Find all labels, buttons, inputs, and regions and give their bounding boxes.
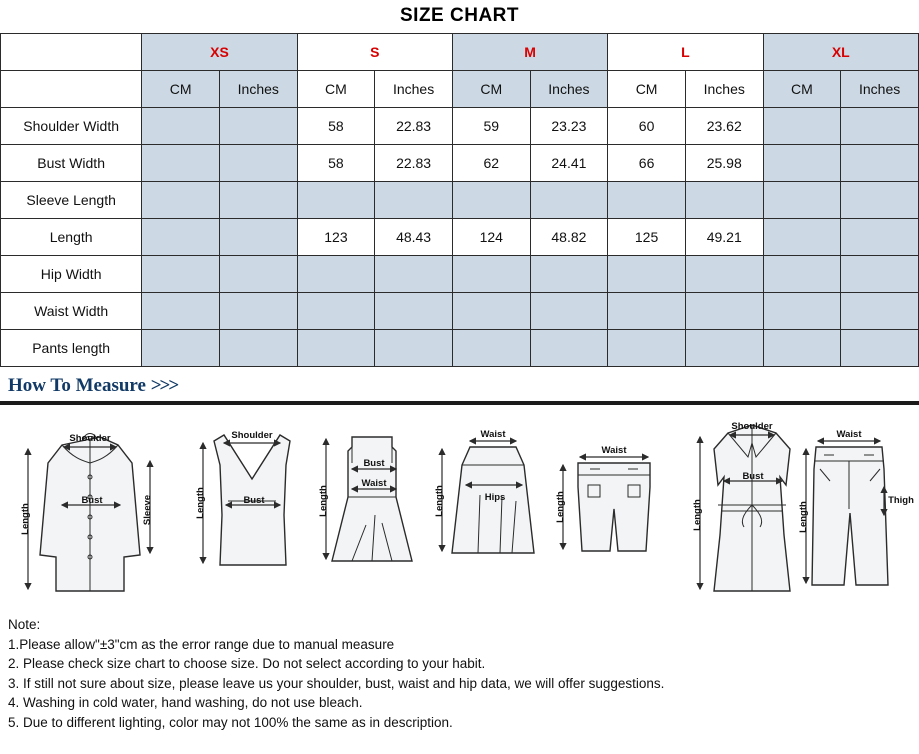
- table-row: [1, 182, 919, 219]
- label-shoulder: Shoulder: [231, 430, 273, 441]
- how-to-measure-heading: [0, 373, 919, 401]
- how-to-measure-text: How To Measure: [8, 375, 146, 396]
- label-length: Length: [195, 487, 206, 519]
- figures-svg: [0, 405, 919, 609]
- cell-xl-cm: [763, 219, 841, 256]
- cell-s-cm: 123: [297, 219, 375, 256]
- cell-s-in: [375, 330, 453, 367]
- header-corner: [1, 34, 142, 71]
- cell-xl-in: [841, 145, 919, 182]
- cell-l-cm: 66: [608, 145, 686, 182]
- cell-l-cm: [608, 293, 686, 330]
- cell-s-cm: 58: [297, 145, 375, 182]
- cell-xl-cm: [763, 108, 841, 145]
- cell-l-cm: [608, 330, 686, 367]
- table-row: [1, 145, 919, 182]
- note-line-5: 5. Due to different lighting, color may not 100% the same as in description.: [8, 714, 453, 730]
- label-length: Length: [318, 485, 329, 517]
- cell-l-in: [685, 330, 763, 367]
- figure-dress: [318, 437, 412, 561]
- cell-l-in: 49.21: [685, 219, 763, 256]
- cell-m-cm: [452, 256, 530, 293]
- unit-xs-inches: Inches: [219, 71, 297, 108]
- cell-s-in: [375, 256, 453, 293]
- figure-tank-top: [195, 430, 290, 565]
- cell-xl-cm: [763, 256, 841, 293]
- cell-xs-cm: [142, 256, 220, 293]
- page-title: SIZE CHART: [400, 5, 519, 26]
- cell-l-in: 25.98: [685, 145, 763, 182]
- cell-l-cm: 60: [608, 108, 686, 145]
- cell-m-cm: [452, 293, 530, 330]
- cell-s-in: 48.43: [375, 219, 453, 256]
- cell-s-in: 22.83: [375, 145, 453, 182]
- label-length: Length: [692, 499, 703, 531]
- cell-m-in: [530, 330, 608, 367]
- cell-m-cm: [452, 330, 530, 367]
- cell-xl-cm: [763, 330, 841, 367]
- label-waist: Waist: [601, 445, 627, 456]
- cell-xs-in: [219, 219, 297, 256]
- cell-l-cm: [608, 182, 686, 219]
- label-length: Length: [434, 485, 445, 517]
- table-row: [1, 256, 919, 293]
- unit-s-inches: Inches: [375, 71, 453, 108]
- label-thigh: Thigh: [888, 495, 914, 506]
- cell-m-in: [530, 182, 608, 219]
- cell-xl-cm: [763, 293, 841, 330]
- notes-section: [0, 609, 919, 732]
- row-label-hip-width: Hip Width: [1, 256, 142, 293]
- label-shoulder: Shoulder: [731, 421, 773, 432]
- size-header-xs: XS: [142, 34, 297, 71]
- cell-xs-cm: [142, 145, 220, 182]
- unit-xl-cm: CM: [763, 71, 841, 108]
- label-length: Length: [555, 491, 566, 523]
- cell-xl-cm: [763, 182, 841, 219]
- row-label-shoulder-width: Shoulder Width: [1, 108, 142, 145]
- cell-s-cm: [297, 182, 375, 219]
- measurement-figures: [0, 405, 919, 609]
- table-row: [1, 330, 919, 367]
- cell-xs-in: [219, 330, 297, 367]
- cell-xs-cm: [142, 108, 220, 145]
- cell-s-in: [375, 293, 453, 330]
- row-label-length: Length: [1, 219, 142, 256]
- unit-l-cm: CM: [608, 71, 686, 108]
- cell-xl-in: [841, 330, 919, 367]
- cell-s-cm: 58: [297, 108, 375, 145]
- size-header-l: L: [608, 34, 763, 71]
- cell-m-cm: 124: [452, 219, 530, 256]
- cell-m-in: [530, 293, 608, 330]
- units-corner: [1, 71, 142, 108]
- cell-s-in: [375, 182, 453, 219]
- cell-xl-in: [841, 293, 919, 330]
- cell-xl-in: [841, 219, 919, 256]
- cell-xl-in: [841, 108, 919, 145]
- cell-l-cm: 125: [608, 219, 686, 256]
- cell-l-in: 23.62: [685, 108, 763, 145]
- label-waist: Waist: [480, 429, 506, 440]
- cell-xs-in: [219, 256, 297, 293]
- cell-l-cm: [608, 256, 686, 293]
- note-line-3: 3. If still not sure about size, please leave us your shoulder, bust, waist and hip data, we will offer suggestions.: [8, 675, 665, 691]
- cell-s-in: 22.83: [375, 108, 453, 145]
- table-row: [1, 219, 919, 256]
- figure-shorts: [555, 445, 650, 551]
- cell-s-cm: [297, 293, 375, 330]
- unit-m-cm: CM: [452, 71, 530, 108]
- label-waist: Waist: [361, 478, 387, 489]
- cell-l-in: [685, 182, 763, 219]
- cell-xl-in: [841, 182, 919, 219]
- cell-s-cm: [297, 330, 375, 367]
- table-header-units: [1, 71, 919, 108]
- cell-m-in: 48.82: [530, 219, 608, 256]
- figure-pants: [798, 429, 914, 585]
- cell-xs-in: [219, 293, 297, 330]
- how-to-measure-section: [0, 373, 919, 609]
- label-hips: Hips: [484, 492, 506, 503]
- label-bust: Bust: [81, 495, 103, 506]
- note-line-1: 1.Please allow"±3"cm as the error range due to manual measure: [8, 636, 395, 652]
- cell-xs-in: [219, 145, 297, 182]
- figure-blouse: [20, 433, 153, 591]
- cell-xl-in: [841, 256, 919, 293]
- cell-m-cm: 62: [452, 145, 530, 182]
- cell-l-in: [685, 256, 763, 293]
- cell-xs-cm: [142, 293, 220, 330]
- row-label-pants-length: Pants length: [1, 330, 142, 367]
- cell-xs-cm: [142, 182, 220, 219]
- size-header-xl: XL: [763, 34, 918, 71]
- row-label-bust-width: Bust Width: [1, 145, 142, 182]
- row-label-sleeve-length: Sleeve Length: [1, 182, 142, 219]
- unit-xs-cm: CM: [142, 71, 220, 108]
- label-length: Length: [20, 503, 31, 535]
- cell-xl-cm: [763, 145, 841, 182]
- size-header-m: M: [452, 34, 607, 71]
- cell-xs-in: [219, 182, 297, 219]
- cell-m-in: 23.23: [530, 108, 608, 145]
- figure-skirt: [434, 429, 534, 553]
- label-bust: Bust: [742, 471, 764, 482]
- cell-m-in: [530, 256, 608, 293]
- label-bust: Bust: [243, 495, 265, 506]
- label-shoulder: Shoulder: [69, 433, 111, 444]
- arrows-icon: >>>: [150, 375, 178, 396]
- label-length: Length: [798, 501, 809, 533]
- unit-s-cm: CM: [297, 71, 375, 108]
- cell-xs-in: [219, 108, 297, 145]
- notes-heading: Note:: [8, 617, 41, 632]
- table-header-sizes: [1, 34, 919, 71]
- label-sleeve: Sleeve: [142, 494, 153, 526]
- cell-xs-cm: [142, 330, 220, 367]
- table-row: [1, 293, 919, 330]
- cell-m-in: 24.41: [530, 145, 608, 182]
- cell-xs-cm: [142, 219, 220, 256]
- unit-xl-inches: Inches: [841, 71, 919, 108]
- label-waist: Waist: [836, 429, 862, 440]
- size-chart-table: [0, 33, 919, 367]
- row-label-waist-width: Waist Width: [1, 293, 142, 330]
- cell-l-in: [685, 293, 763, 330]
- table-row: [1, 108, 919, 145]
- note-line-2: 2. Please check size chart to choose size. Do not select according to your habit.: [8, 656, 486, 671]
- label-bust: Bust: [363, 458, 385, 469]
- unit-m-inches: Inches: [530, 71, 608, 108]
- unit-l-inches: Inches: [685, 71, 763, 108]
- size-header-s: S: [297, 34, 452, 71]
- cell-m-cm: 59: [452, 108, 530, 145]
- cell-m-cm: [452, 182, 530, 219]
- figure-coat: [692, 421, 790, 591]
- cell-s-cm: [297, 256, 375, 293]
- note-line-4: 4. Washing in cold water, hand washing, do not use bleach.: [8, 695, 363, 710]
